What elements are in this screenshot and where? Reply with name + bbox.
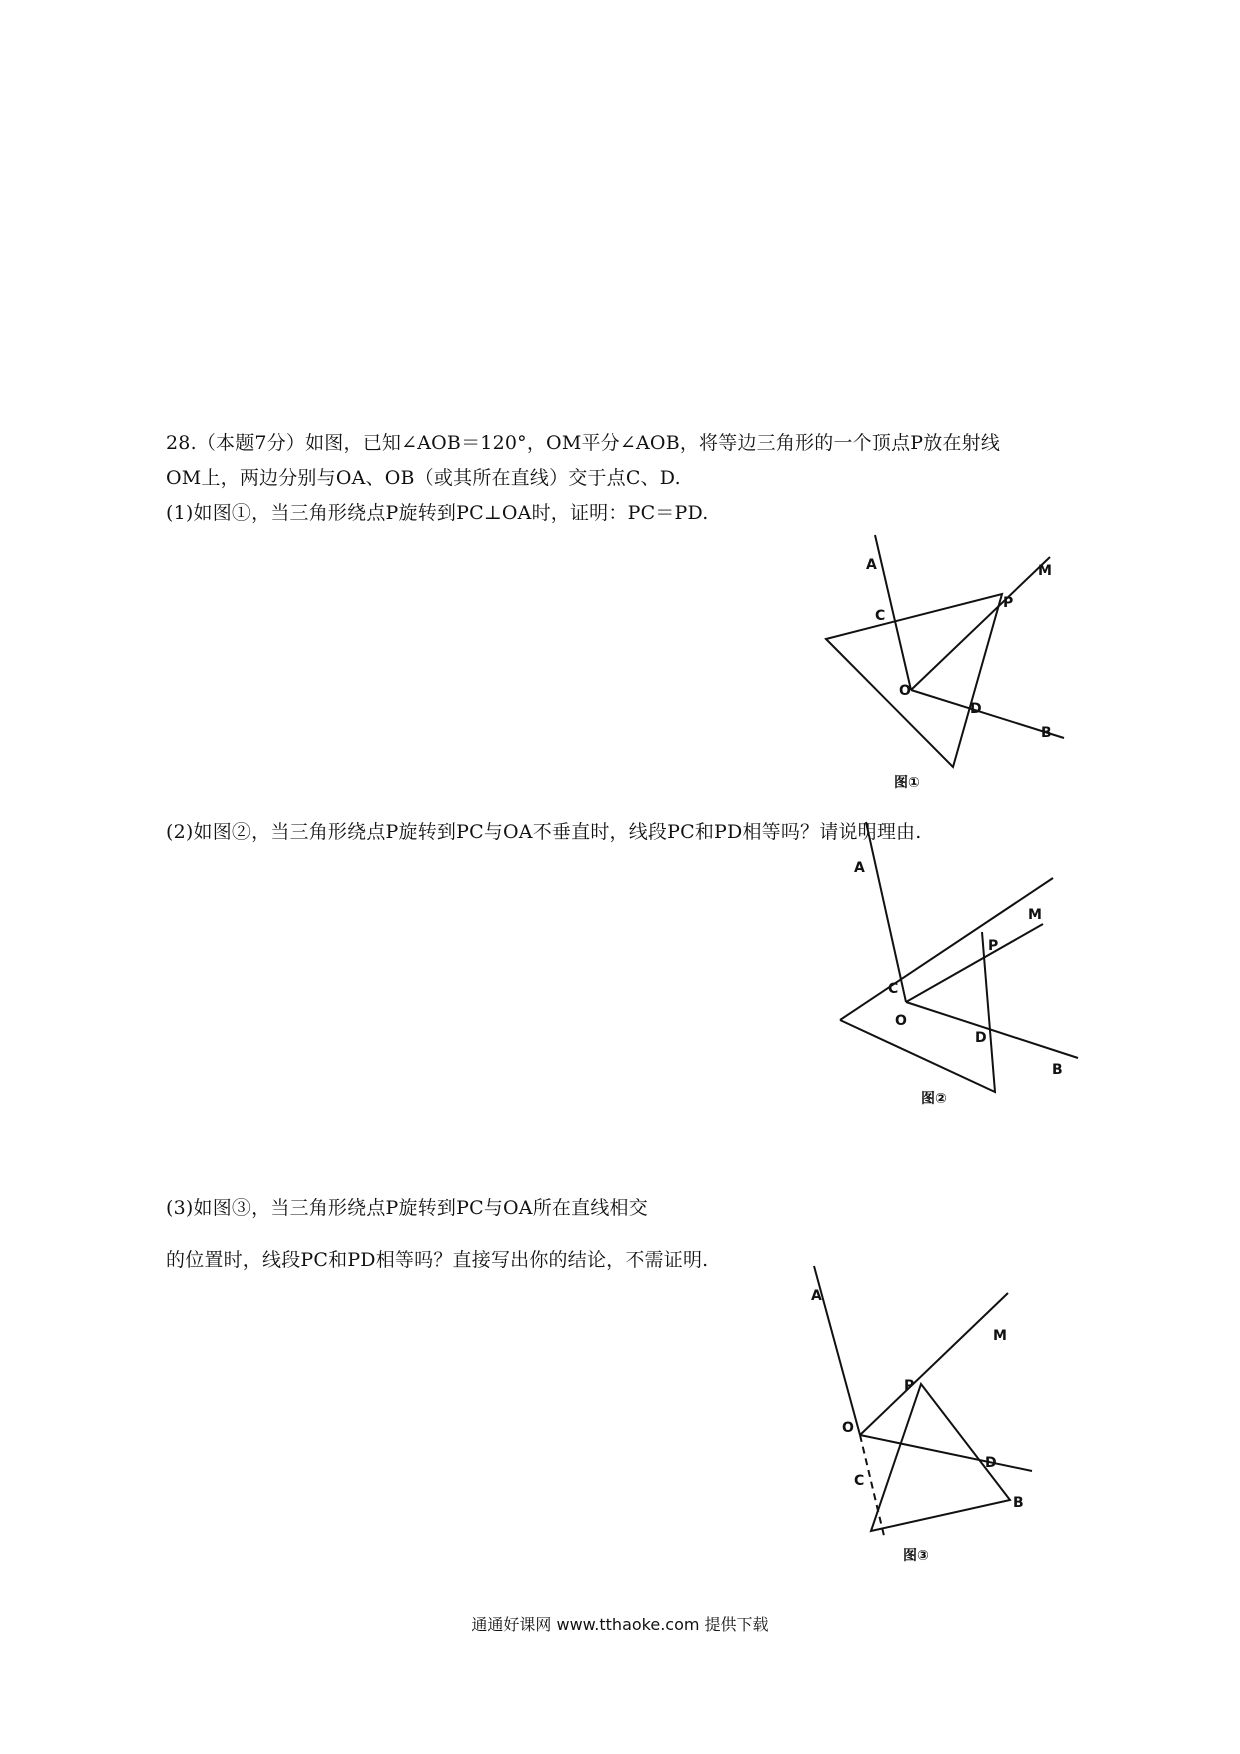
- label-c: C: [888, 981, 899, 997]
- figure-3-caption: 图③: [903, 1548, 929, 1564]
- label-d: D: [970, 701, 982, 717]
- label-c: C: [854, 1473, 865, 1489]
- figure-1: [810, 535, 1090, 805]
- ray-ob: [860, 1435, 1032, 1471]
- label-o: O: [895, 1013, 907, 1029]
- label-o: O: [899, 683, 911, 699]
- label-a: A: [854, 860, 865, 876]
- problem-statement-line-1: 28.（本题7分）如图，已知∠AOB＝120°，OM平分∠AOB，将等边三角形的一个顶点P放在射线: [166, 432, 1001, 454]
- label-m: M: [1038, 563, 1052, 579]
- ray-oa: [866, 822, 906, 1002]
- label-p: P: [988, 938, 999, 954]
- triangle-side-pc: [840, 878, 1053, 1020]
- triangle-sides-pd: [840, 932, 995, 1092]
- label-a: A: [866, 557, 877, 573]
- equilateral-triangle: [826, 594, 1002, 767]
- label-m: M: [993, 1328, 1007, 1344]
- figure-3: [800, 1260, 1080, 1580]
- part-1-question: (1)如图①，当三角形绕点P旋转到PC⊥OA时，证明：PC＝PD.: [166, 502, 709, 524]
- footer-source: 通通好课网 www.tthaoke.com 提供下载: [471, 1615, 769, 1634]
- label-b: B: [1041, 725, 1052, 741]
- part-3-question-line-1: (3)如图③，当三角形绕点P旋转到PC与OA所在直线相交: [166, 1197, 648, 1219]
- label-m: M: [1028, 907, 1042, 923]
- label-b: B: [1052, 1062, 1063, 1078]
- label-d: D: [975, 1030, 987, 1046]
- part-2-question: (2)如图②，当三角形绕点P旋转到PC与OA不垂直时，线段PC和PD相等吗？请说明理由.: [166, 821, 922, 843]
- label-c: C: [875, 608, 886, 624]
- label-b: B: [1013, 1495, 1024, 1511]
- label-p: P: [1003, 595, 1014, 611]
- part-3-question-line-2: 的位置时，线段PC和PD相等吗？直接写出你的结论，不需证明.: [166, 1249, 709, 1271]
- label-a: A: [811, 1288, 822, 1304]
- figure-2-caption: 图②: [921, 1091, 947, 1107]
- figure-2: [830, 822, 1110, 1122]
- figure-1-caption: 图①: [894, 775, 920, 791]
- label-d: D: [985, 1455, 997, 1471]
- problem-statement-line-2: OM上，两边分别与OA、OB（或其所在直线）交于点C、D.: [166, 467, 681, 489]
- ray-om: [860, 1293, 1008, 1435]
- label-o: O: [842, 1420, 854, 1436]
- label-p: P: [904, 1378, 915, 1394]
